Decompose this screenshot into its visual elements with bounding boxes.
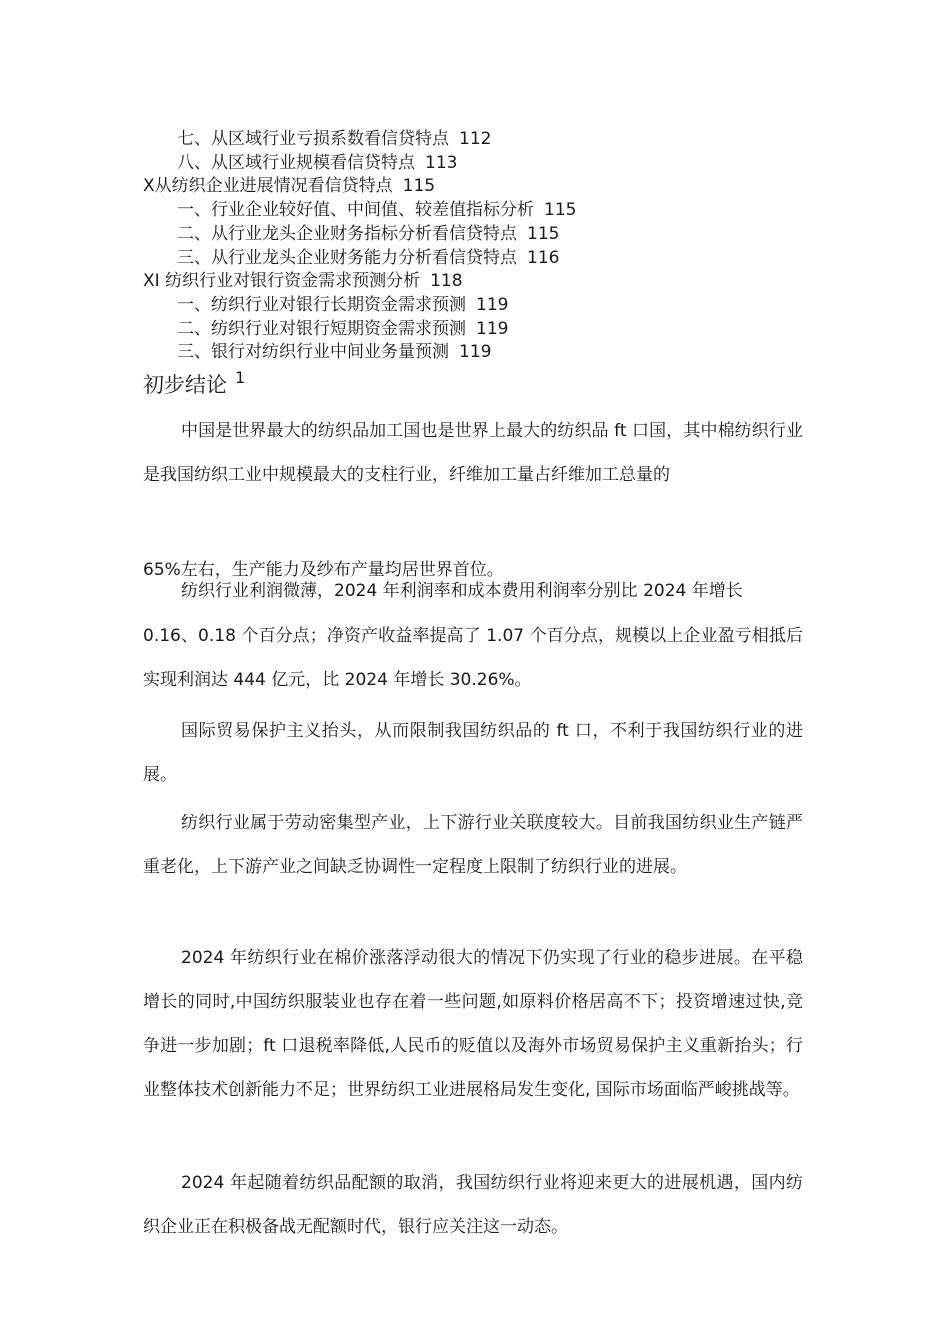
paragraph-1-continuation: 65%左右，生产能力及纱布产量均居世界首位。 bbox=[143, 560, 504, 580]
toc-entry-page: 119 bbox=[476, 318, 509, 339]
paragraph-1: 中国是世界最大的纺织品加工国也是世界上最大的纺织品 ft 口国，其中棉纺织行业是我国纺织工业中规模最大的支柱行业，纤维加工量占纤维加工总量的 bbox=[143, 421, 803, 485]
toc-entry-title: 三、从行业龙头企业财务能力分析看信贷特点 bbox=[177, 247, 517, 268]
toc-entry[interactable] bbox=[143, 128, 823, 152]
section-heading bbox=[143, 368, 245, 399]
toc-entry-title: 八、从区域行业规模看信贷特点 bbox=[177, 152, 415, 173]
toc-entry-title: 二、纺织行业对银行短期资金需求预测 bbox=[177, 318, 466, 339]
toc-entry-title: 三、银行对纺织行业中间业务量预测 bbox=[177, 342, 449, 363]
toc-entry-page: 113 bbox=[425, 152, 458, 173]
paragraph-4: 纺织行业属于劳动密集型产业，上下游行业关联度较大。目前我国纺织业生产链严重老化，上下游产业之间缺乏协调性一定程度上限制了纺织行业的进展。 bbox=[143, 813, 803, 877]
toc-entry-page: 115 bbox=[544, 200, 577, 221]
section-title: 初步结论 bbox=[143, 373, 227, 397]
footnote-marker[interactable]: 1 bbox=[235, 368, 246, 387]
toc-entry-title: X从纺织企业进展情况看信贷特点 bbox=[143, 176, 393, 197]
toc-entry-page: 112 bbox=[459, 129, 492, 149]
toc-entry-title: 二、从行业龙头企业财务指标分析看信贷特点 bbox=[177, 223, 517, 244]
toc-entry-title: 一、行业企业较好值、中间值、较差值指标分析 bbox=[177, 200, 534, 221]
toc-entry[interactable] bbox=[143, 247, 823, 271]
toc-entry[interactable] bbox=[143, 270, 823, 294]
toc-entry[interactable] bbox=[143, 294, 823, 318]
toc-entry[interactable] bbox=[143, 152, 823, 176]
toc-entry[interactable] bbox=[143, 223, 823, 247]
toc-entry-page: 119 bbox=[476, 294, 509, 315]
toc-entry-page: 116 bbox=[527, 247, 560, 268]
toc-entry-title: 七、从区域行业亏损系数看信贷特点 bbox=[177, 129, 449, 149]
paragraph-5: 2024 年纺织行业在棉价涨落浮动很大的情况下仍实现了行业的稳步进展。在平稳增长的同时,中国纺织服装业也存在着一些问题,如原料价格居高不下；投资增速过快,竞争进一步加剧；ft 口退税率降低,人民币的贬值以及海外市场贸易保护主义重新抬头；行业整体技术创新能力不足；世界纺织工业进展格局发生变化, 国际市场面临严峻挑战等。 bbox=[143, 948, 803, 1100]
toc-entry[interactable] bbox=[143, 318, 823, 342]
toc-entry-page: 119 bbox=[459, 342, 492, 363]
toc-entry-title: XI 纺织行业对银行资金需求预测分析 bbox=[143, 271, 421, 292]
table-of-contents bbox=[143, 128, 823, 365]
toc-entry[interactable] bbox=[143, 199, 823, 223]
paragraph-2-continuation: 0.16、0.18 个百分点；净资产收益率提高了 1.07 个百分点，规模以上企业盈亏相抵后实现利润达 444 亿元，比 2024 年增长 30.26%。 bbox=[143, 626, 803, 690]
toc-entry-page: 115 bbox=[527, 223, 560, 244]
toc-entry[interactable] bbox=[143, 341, 823, 365]
paragraph-2-first-line: 纺织行业利润微薄，2024 年利润率和成本费用利润率分别比 2024 年增长 bbox=[181, 581, 743, 601]
toc-entry[interactable] bbox=[143, 175, 823, 199]
toc-entry-title: 一、纺织行业对银行长期资金需求预测 bbox=[177, 294, 466, 315]
paragraph-3: 国际贸易保护主义抬头，从而限制我国纺织品的 ft 口，不利于我国纺织行业的进展。 bbox=[143, 721, 803, 785]
paragraph-6: 2024 年起随着纺织品配额的取消，我国纺织行业将迎来更大的进展机遇，国内纺织企业正在积极备战无配额时代，银行应关注这一动态。 bbox=[143, 1173, 803, 1237]
toc-entry-page: 118 bbox=[430, 271, 463, 292]
toc-entry-page: 115 bbox=[402, 176, 436, 197]
